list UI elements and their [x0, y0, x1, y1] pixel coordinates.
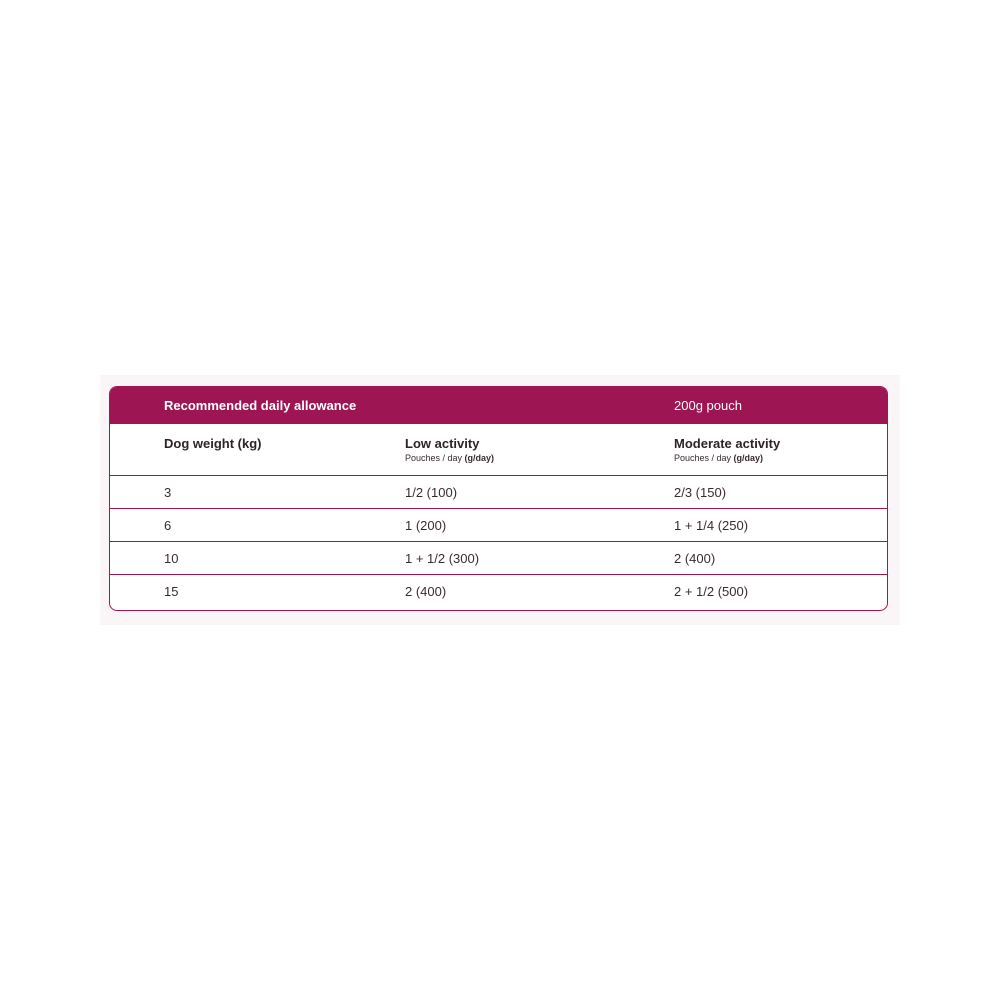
cell-low-activity: 2 (400)	[405, 584, 447, 599]
cell-low-activity: 1 (200)	[405, 518, 447, 533]
cell-weight: 15	[164, 584, 179, 599]
cell-weight: 6	[164, 518, 172, 533]
column-header-row	[110, 424, 887, 476]
cell-moderate-activity: 2/3 (150)	[674, 485, 727, 500]
cell-moderate-activity: 2 + 1/2 (500)	[674, 584, 749, 599]
column-heading: Dog weight (kg)	[164, 436, 262, 451]
column-heading: Moderate activity	[674, 436, 781, 451]
cell-low-activity: 1/2 (100)	[405, 485, 458, 500]
column-subheading	[674, 453, 780, 463]
feeding-table	[109, 386, 888, 611]
table-row	[110, 575, 887, 608]
cell-low-activity: 1 + 1/2 (300)	[405, 551, 480, 566]
cell-moderate-activity: 1 + 1/4 (250)	[674, 518, 749, 533]
column-subheading-text: Pouches / day	[405, 453, 465, 463]
table-title-bar	[110, 387, 887, 424]
cell-weight: 3	[164, 485, 172, 500]
pouch-size-label: 200g pouch	[674, 398, 742, 413]
table-row	[110, 542, 887, 575]
column-header-low-activity	[405, 436, 494, 463]
table-title: Recommended daily allowance	[164, 398, 357, 413]
cell-weight: 10	[164, 551, 179, 566]
column-heading: Low activity	[405, 436, 480, 451]
column-subheading-text: Pouches / day	[674, 453, 734, 463]
column-header-weight	[164, 436, 262, 451]
column-subheading-unit: (g/day)	[733, 453, 764, 463]
table-row	[110, 476, 887, 509]
column-subheading-unit: (g/day)	[464, 453, 495, 463]
column-header-moderate-activity	[674, 436, 780, 463]
cell-moderate-activity: 2 (400)	[674, 551, 716, 566]
column-subheading	[405, 453, 494, 463]
table-row	[110, 509, 887, 542]
